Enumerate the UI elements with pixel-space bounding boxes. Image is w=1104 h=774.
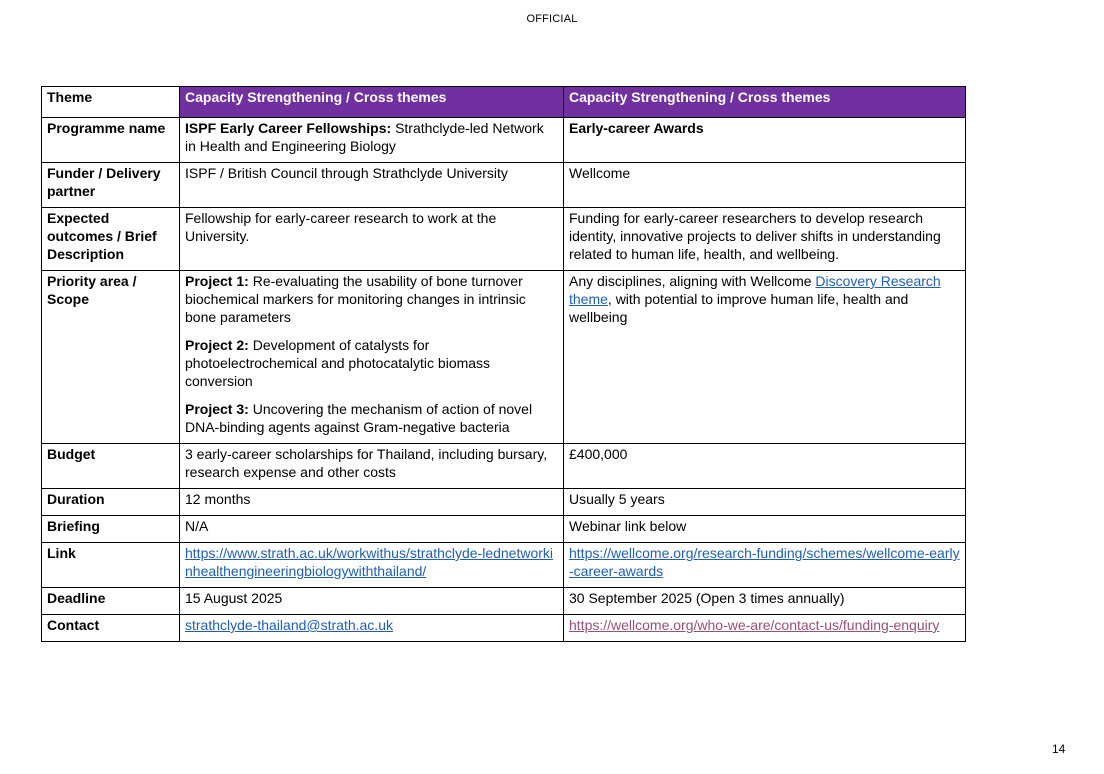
funding-table [41, 86, 966, 642]
project-1 [185, 272, 558, 326]
funder-col2: Wellcome [564, 163, 966, 208]
priority-col2-pre: Any disciplines, aligning with Wellcome [569, 273, 816, 289]
theme-row [42, 87, 966, 118]
briefing-row [42, 516, 966, 543]
project-3-title: Project 3: [185, 401, 249, 417]
priority-col2-post: , with potential to improve human life, health and wellbeing [569, 291, 909, 325]
budget-label: Budget [42, 444, 180, 489]
programme-col2 [564, 118, 966, 163]
contact-email-link[interactable]: strathclyde-thailand@strath.ac.uk [185, 617, 393, 633]
programme-col1-bold: ISPF Early Career Fellowships: [185, 120, 392, 136]
duration-col2: Usually 5 years [564, 489, 966, 516]
project-2 [185, 336, 558, 390]
briefing-col2: Webinar link below [564, 516, 966, 543]
outcomes-row [42, 208, 966, 271]
budget-col2: £400,000 [564, 444, 966, 489]
link-col1 [180, 543, 564, 588]
programme-row [42, 118, 966, 163]
programme-label: Programme name [42, 118, 180, 163]
project-1-title: Project 1: [185, 273, 249, 289]
funding-enquiry-link[interactable]: https://wellcome.org/who-we-are/contact-us/funding-enquiry [569, 617, 940, 633]
contact-row [42, 615, 966, 642]
duration-col1: 12 months [180, 489, 564, 516]
project-1-text: Re-evaluating the usability of bone turnover biochemical markers for monitoring changes in intrinsic bone parameters [185, 273, 526, 325]
contact-col1 [180, 615, 564, 642]
strathclyde-link[interactable]: https://www.strath.ac.uk/workwithus/strathclyde-lednetworkinhealthengineeringbiologywiththailand/ [185, 545, 554, 579]
link-label: Link [42, 543, 180, 588]
programme-col2-bold: Early-career Awards [569, 120, 704, 136]
theme-col2: Capacity Strengthening / Cross themes [564, 87, 966, 118]
funder-col1: ISPF / British Council through Strathclyde University [180, 163, 564, 208]
theme-label: Theme [42, 87, 180, 118]
contact-col2 [564, 615, 966, 642]
priority-label: Priority area / Scope [42, 271, 180, 444]
discovery-research-link[interactable]: Discovery Research theme [569, 273, 941, 307]
programme-col1-rest: Strathclyde-led Network in Health and Engineering Biology [185, 120, 544, 154]
deadline-label: Deadline [42, 588, 180, 615]
budget-row [42, 444, 966, 489]
funder-label: Funder / Delivery partner [42, 163, 180, 208]
project-2-title: Project 2: [185, 337, 249, 353]
deadline-col1: 15 August 2025 [180, 588, 564, 615]
page-header: OFFICIAL [526, 13, 578, 25]
theme-col1: Capacity Strengthening / Cross themes [180, 87, 564, 118]
priority-col2 [564, 271, 966, 444]
deadline-row [42, 588, 966, 615]
duration-label: Duration [42, 489, 180, 516]
priority-col1 [180, 271, 564, 444]
link-col2 [564, 543, 966, 588]
contact-label: Contact [42, 615, 180, 642]
priority-row [42, 271, 966, 444]
project-3-text: Uncovering the mechanism of action of novel DNA-binding agents against Gram-negative bacteria [185, 401, 533, 435]
programme-col1 [180, 118, 564, 163]
link-row [42, 543, 966, 588]
deadline-col2: 30 September 2025 (Open 3 times annually) [564, 588, 966, 615]
project-2-text: Development of catalysts for photoelectrochemical and photocatalytic biomass conversion [185, 337, 491, 389]
wellcome-awards-link[interactable]: https://wellcome.org/research-funding/schemes/wellcome-early-career-awards [569, 545, 960, 579]
outcomes-col1: Fellowship for early-career research to work at the University. [180, 208, 564, 271]
page-number: 14 [1052, 742, 1066, 756]
project-3 [185, 400, 558, 436]
briefing-col1: N/A [180, 516, 564, 543]
funder-row [42, 163, 966, 208]
budget-col1: 3 early-career scholarships for Thailand, including bursary, research expense and other costs [180, 444, 564, 489]
outcomes-col2: Funding for early-career researchers to develop research identity, innovative projects to deliver shifts in understanding related to human life, health, and wellbeing. [564, 208, 966, 271]
briefing-label: Briefing [42, 516, 180, 543]
outcomes-label: Expected outcomes / Brief Description [42, 208, 180, 271]
duration-row [42, 489, 966, 516]
